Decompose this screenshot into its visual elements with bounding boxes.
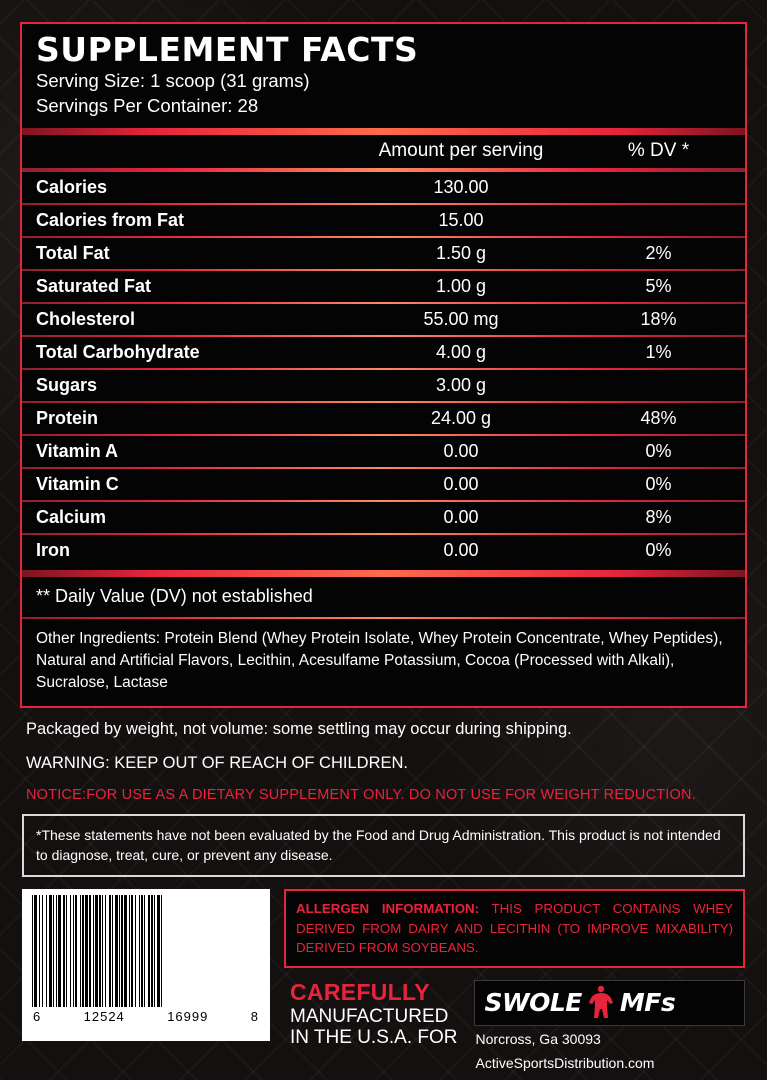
nutrient-dv: 5% <box>645 276 672 297</box>
nutrient-amount: 130.00 <box>433 177 489 198</box>
nutrient-amount: 0.00 <box>443 474 479 495</box>
barcode-digits <box>30 1007 262 1024</box>
table-row <box>22 502 745 533</box>
nutrient-name: Total Fat <box>36 243 110 264</box>
warning-note: WARNING: KEEP OUT OF REACH OF CHILDREN. <box>26 753 408 772</box>
column-headers <box>22 135 745 168</box>
nutrient-amount: 0.00 <box>443 441 479 462</box>
nutrient-dv: 18% <box>640 309 677 330</box>
nutrient-amount: 0.00 <box>443 540 479 561</box>
nutrient-dv: 2% <box>645 243 672 264</box>
nutrient-name: Iron <box>36 540 70 561</box>
table-row <box>22 403 745 434</box>
company-website[interactable]: ActiveSportsDistribution.com <box>475 1055 655 1072</box>
brand-logo-block <box>474 980 745 1074</box>
allergen-label: ALLERGEN INFORMATION: <box>296 900 480 916</box>
column-header-dv: % DV * <box>627 140 690 162</box>
nutrient-name: Calories from Fat <box>36 210 185 231</box>
divider-thick <box>22 570 745 577</box>
barcode-digit-group2: 16999 <box>167 1008 209 1024</box>
barcode-digit-right: 8 <box>250 1008 259 1024</box>
manufactured-line: MANUFACTURED <box>290 1006 449 1028</box>
nutrient-name: Cholesterol <box>36 309 136 330</box>
nutrient-name: Calcium <box>36 507 107 528</box>
nutrient-name: Protein <box>36 408 99 429</box>
nutrient-dv: 8% <box>645 507 672 528</box>
nutrient-amount: 4.00 g <box>435 342 487 363</box>
bottom-section <box>20 889 747 1075</box>
table-row <box>22 337 745 368</box>
logo-text-right: MFs <box>619 987 676 1017</box>
company-address: Norcross, Ga 30093 <box>475 1031 601 1048</box>
swole-mfs-logo <box>474 980 745 1026</box>
logo-text-left: SWOLE <box>484 987 582 1017</box>
right-column <box>284 889 745 1075</box>
nutrient-dv: 0% <box>645 540 672 561</box>
nutrient-amount: 1.50 g <box>435 243 487 264</box>
barcode-digit-left: 6 <box>33 1008 42 1024</box>
nutrient-name: Vitamin C <box>36 474 119 495</box>
allergen-information <box>284 889 745 969</box>
nutrient-amount: 55.00 mg <box>423 309 499 330</box>
servings-per-container: Servings Per Container: 28 <box>36 94 259 116</box>
table-row <box>22 172 745 203</box>
nutrient-name: Calories <box>36 177 108 198</box>
nutrient-amount: 24.00 g <box>430 408 492 429</box>
nutrient-amount: 1.00 g <box>435 276 487 297</box>
table-row <box>22 469 745 500</box>
barcode <box>22 889 270 1041</box>
packaged-note: Packaged by weight, not volume: some settling may occur during shipping. <box>26 720 572 739</box>
nutrient-dv: 0% <box>645 474 672 495</box>
daily-value-note: ** Daily Value (DV) not established <box>36 586 313 607</box>
table-row <box>22 436 745 467</box>
table-row <box>22 304 745 335</box>
nutrient-name: Sugars <box>36 375 98 396</box>
nutrient-name: Vitamin A <box>36 441 119 462</box>
manufactured-block <box>284 980 458 1048</box>
table-row <box>22 535 745 566</box>
serving-size: Serving Size: 1 scoop (31 grams) <box>36 69 310 91</box>
table-row <box>22 370 745 401</box>
table-row <box>22 205 745 236</box>
nutrient-amount: 15.00 <box>438 210 484 231</box>
muscle-figure-icon <box>588 985 614 1019</box>
fda-disclaimer: *These statements have not been evaluated by the Food and Drug Administration. This product is not intended to diagnose, treat, cure, or prevent any disease. <box>22 814 745 877</box>
nutrient-dv: 48% <box>640 408 677 429</box>
usa-line: IN THE U.S.A. FOR <box>290 1027 458 1049</box>
nutrient-name: Total Carbohydrate <box>36 342 200 363</box>
page-title: SUPPLEMENT FACTS <box>36 30 419 69</box>
brand-row <box>284 980 745 1074</box>
barcode-digit-group1: 12524 <box>83 1008 125 1024</box>
other-ingredients: Other Ingredients: Protein Blend (Whey Protein Isolate, Whey Protein Concentrate, Whey Peptides), Natural and Artificial Flavors, Lecithin, Acesulfame Potassium, Cocoa (Processed with Alkali), Sucralose, Lactase <box>36 630 723 692</box>
nutrient-amount: 3.00 g <box>435 375 487 396</box>
barcode-bars <box>30 895 262 1007</box>
supplement-facts-panel <box>20 22 747 708</box>
divider-thick <box>22 128 745 135</box>
carefully-line: CAREFULLY <box>290 979 430 1006</box>
allergen-text: THIS PRODUCT CONTAINS WHEY DERIVED FROM DAIRY AND LECITHIN (TO IMPROVE MIXABILITY) DERIVED FROM SOYBEANS. <box>296 900 734 956</box>
notice-text: NOTICE:FOR USE AS A DIETARY SUPPLEMENT ONLY. DO NOT USE FOR WEIGHT REDUCTION. <box>26 786 696 803</box>
table-row <box>22 238 745 269</box>
nutrient-amount: 0.00 <box>443 507 479 528</box>
nutrient-name: Saturated Fat <box>36 276 152 297</box>
nutrient-dv: 1% <box>645 342 672 363</box>
table-row <box>22 271 745 302</box>
column-header-amount: Amount per serving <box>378 140 544 162</box>
panel-header <box>22 24 745 124</box>
nutrient-dv: 0% <box>645 441 672 462</box>
